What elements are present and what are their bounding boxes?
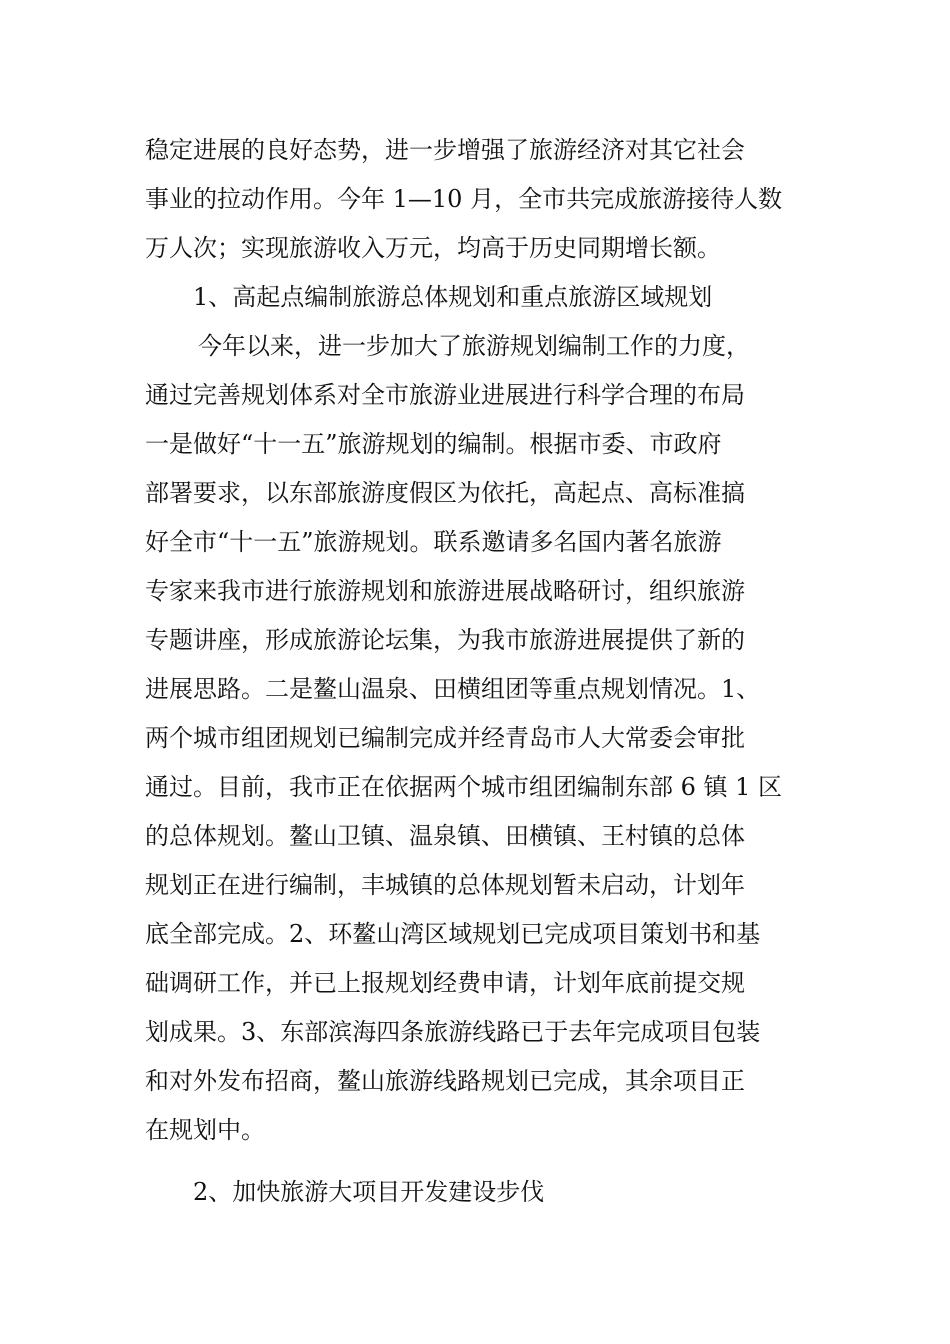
paragraph-line: 在规划中。 <box>145 1116 265 1144</box>
paragraph-line: 稳定进展的良好态势，进一步增强了旅游经济对其它社会 <box>145 136 745 164</box>
paragraph-line: 一是做好“十一五”旅游规划的编制。根据市委、市政府 <box>145 430 722 458</box>
section-heading: 2、加快旅游大项目开发建设步伐 <box>193 1178 545 1206</box>
paragraph-line: 划成果。3、东部滨海四条旅游线路已于去年完成项目包装 <box>145 1018 761 1046</box>
paragraph-line: 础调研工作，并已上报规划经费申请，计划年底前提交规 <box>145 969 745 997</box>
paragraph-line: 底全部完成。2、环鳌山湾区域规划已完成项目策划书和基 <box>145 920 761 948</box>
paragraph-line: 两个城市组团规划已编制完成并经青岛市人大常委会审批 <box>145 724 745 752</box>
paragraph-line: 通过。目前，我市正在依据两个城市组团编制东部 6 镇 1 区 <box>145 773 783 801</box>
paragraph-line: 事业的拉动作用。今年 1—10 月，全市共完成旅游接待人数 <box>145 185 783 213</box>
paragraph-line: 好全市“十一五”旅游规划。联系邀请多名国内著名旅游 <box>145 528 722 556</box>
paragraph-line: 进展思路。二是鳌山温泉、田横组团等重点规划情况。1、 <box>145 675 761 703</box>
paragraph-line: 今年以来，进一步加大了旅游规划编制工作的力度， <box>198 332 750 360</box>
paragraph-line: 通过完善规划体系对全市旅游业进展进行科学合理的布局 <box>145 381 745 409</box>
paragraph-line: 万人次；实现旅游收入万元，均高于历史同期增长额。 <box>145 234 721 262</box>
paragraph-line: 和对外发布招商，鳌山旅游线路规划已完成，其余项目正 <box>145 1067 745 1095</box>
paragraph-line: 专家来我市进行旅游规划和旅游进展战略研讨，组织旅游 <box>145 577 745 605</box>
paragraph-line: 专题讲座，形成旅游论坛集，为我市旅游进展提供了新的 <box>145 626 745 654</box>
paragraph-line: 规划正在进行编制，丰城镇的总体规划暂未启动，计划年 <box>145 871 745 899</box>
paragraph-line: 的总体规划。鳌山卫镇、温泉镇、田横镇、王村镇的总体 <box>145 822 745 850</box>
paragraph-line: 部署要求，以东部旅游度假区为依托，高起点、高标准搞 <box>145 479 745 507</box>
section-heading: 1、高起点编制旅游总体规划和重点旅游区域规划 <box>193 283 713 311</box>
